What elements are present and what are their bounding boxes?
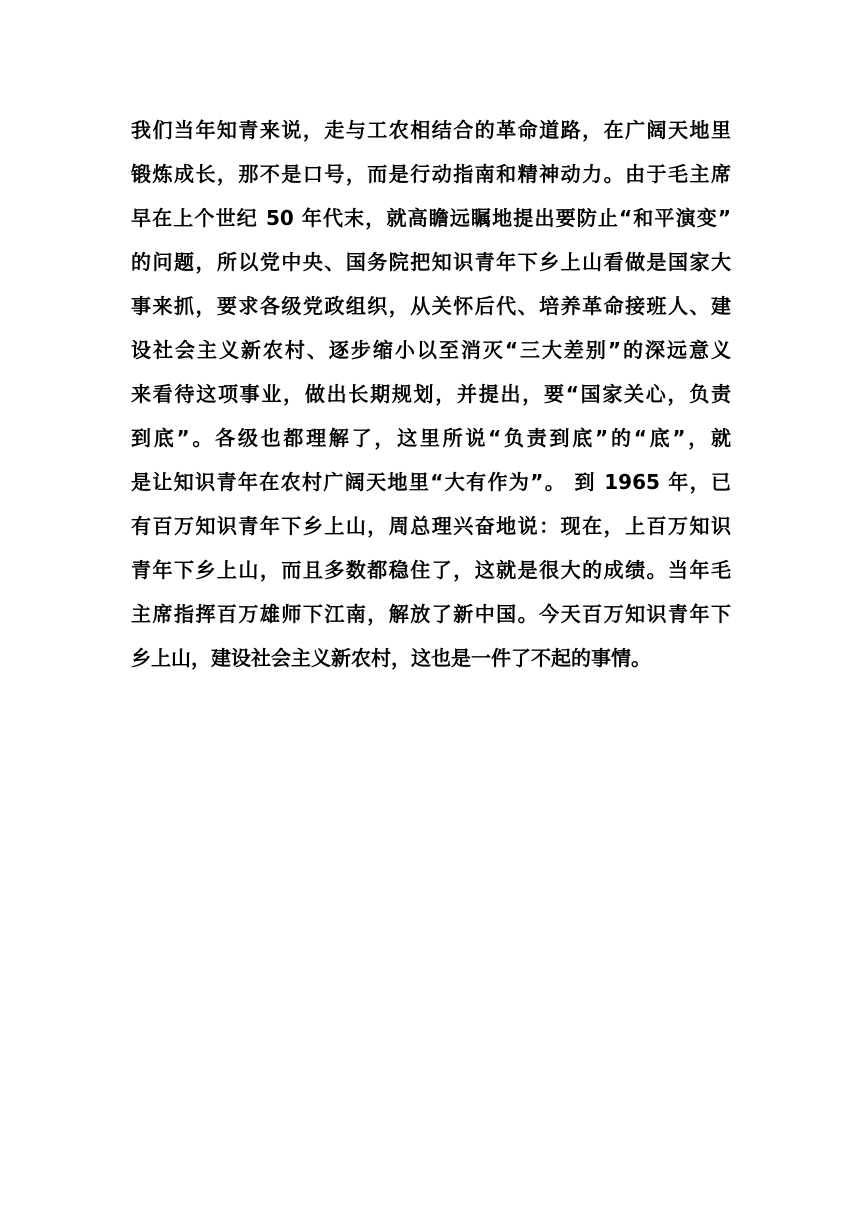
paragraph-line: 主席指挥百万雄师下江南，解放了新中国。今天百万知识青年下 xyxy=(131,602,731,626)
body-paragraph xyxy=(131,108,731,680)
paragraph-line: 乡上山，建设社会主义新农村，这也是一件了不起的事情。 xyxy=(131,646,651,670)
paragraph-line: 有百万知识青年下乡上山，周总理兴奋地说：现在，上百万知识 xyxy=(131,514,731,538)
paragraph-line: 早在上个世纪 50 年代末，就高瞻远瞩地提出要防止“和平演变” xyxy=(131,206,731,230)
paragraph-line: 来看待这项事业，做出长期规划，并提出，要“国家关心，负责 xyxy=(131,382,731,406)
paragraph-line: 我们当年知青来说，走与工农相结合的革命道路，在广阔天地里 xyxy=(131,118,731,142)
paragraph-line: 是让知识青年在农村广阔天地里“大有作为”。 到 1965 年，已 xyxy=(131,470,731,494)
paragraph-line: 青年下乡上山，而且多数都稳住了，这就是很大的成绩。当年毛 xyxy=(131,558,731,582)
paragraph-line: 设社会主义新农村、逐步缩小以至消灭“三大差别”的深远意义 xyxy=(131,338,731,362)
paragraph-line: 的问题，所以党中央、国务院把知识青年下乡上山看做是国家大 xyxy=(131,250,731,274)
paragraph-line: 到底”。各级也都理解了，这里所说“负责到底”的“底”，就 xyxy=(131,426,731,450)
paragraph-line: 事来抓，要求各级党政组织，从关怀后代、培养革命接班人、建 xyxy=(131,294,731,318)
paragraph-line: 锻炼成长，那不是口号，而是行动指南和精神动力。由于毛主席 xyxy=(131,162,731,186)
